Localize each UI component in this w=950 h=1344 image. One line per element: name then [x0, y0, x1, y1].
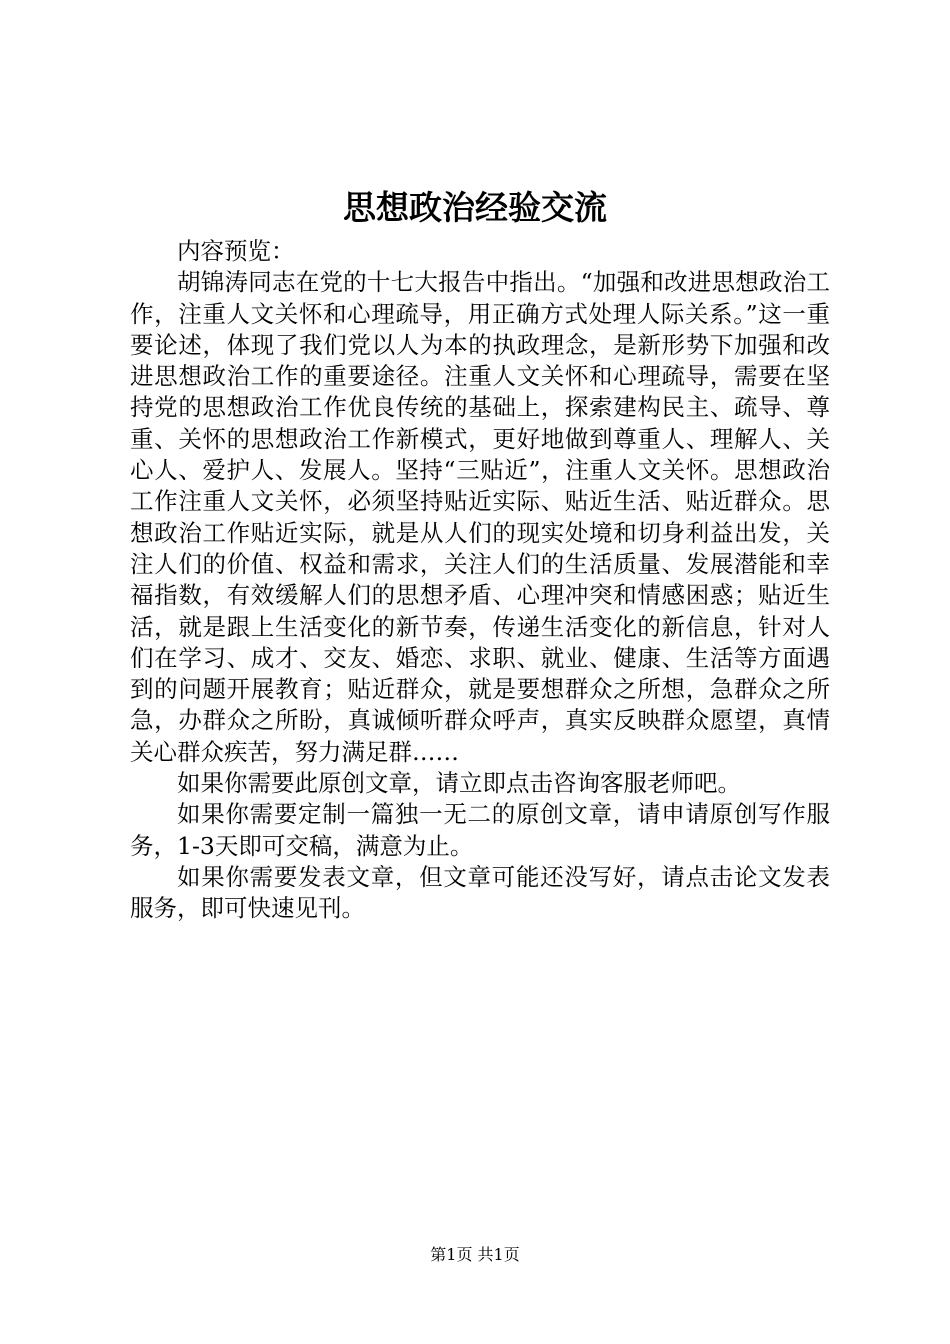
document-title: 思想政治经验交流 [343, 188, 607, 227]
preview-paragraph: 胡锦涛同志在党的十七大报告中指出。“加强和改进思想政治工作，注重人文关怀和心理疏导，用正确方式处理人际关系。”这一重要论述，体现了我们党以人为本的执政理念，是新形势下加强和改进思想政治工作的重要途径。注重人文关怀和心理疏导，需要在坚持党的思想政治工作优良传统的基础上，探索建构民主、疏导、尊重、关怀的思想政治工作新模式，更好地做到尊重人、理解人、关心人、爱护人、发展人。坚持“三贴近”，注重人文关怀。思想政治工作注重人文关怀，必须坚持贴近实际、贴近生活、贴近群众。思想政治工作贴近实际，就是从人们的现实处境和切身利益出发，关注人们的价值、权益和需求，关注人们的生活质量、发展潜能和幸福指数，有效缓解人们的思想矛盾、心理冲突和情感困惑；贴近生活，就是跟上生活变化的新节奏，传递生活变化的新信息，针对人们在学习、成才、交友、婚恋、求职、就业、健康、生活等方面遇到的问题开展教育；贴近群众，就是要想群众之所想，急群众之所急，办群众之所盼，真诚倾听群众呼声，真实反映群众愿望，真情关心群众疾苦，努力满足群…… [130, 268, 830, 766]
document-body [130, 236, 830, 925]
page-footer: 第1页 共1页 [430, 1245, 520, 1264]
preview-label: 内容预览： [177, 237, 295, 265]
consult-service-paragraph: 如果你需要此原创文章，请立即点击咨询客服老师吧。 [177, 769, 741, 798]
custom-writing-paragraph: 如果你需要定制一篇独一无二的原创文章，请申请原创写作服务，1-3天即可交稿，满意为止。 [130, 800, 830, 860]
publishing-service-paragraph: 如果你需要发表文章，但文章可能还没写好，请点击论文发表服务，即可快速见刊。 [130, 862, 830, 923]
